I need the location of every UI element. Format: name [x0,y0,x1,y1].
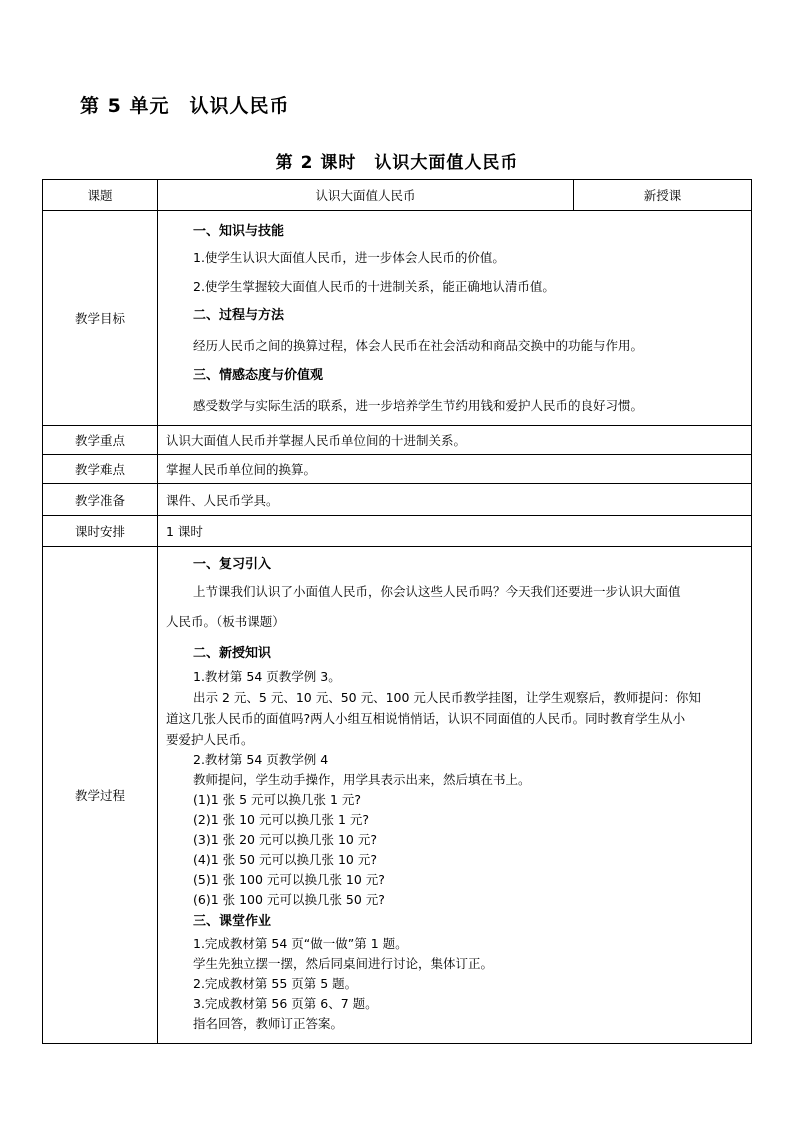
process-example-1-line-2: 道这几张人民币的面值吗?两人小组互相说悄悄话，认识不同面值的人民币。同时教育学生从小 [166,711,686,726]
process-example-1-line-3: 要爱护人民币。 [166,732,254,747]
process-homework-2: 2.完成教材第 55 页第 5 题。 [193,976,358,991]
topic-row [43,180,752,211]
process-row [43,547,752,1044]
process-heading-2: 二、新授知识 [193,646,272,661]
process-content [158,547,752,1044]
process-label: 教学过程 [43,547,158,1044]
process-homework-3-line-1: 指名回答，教师订正答案。 [193,1016,344,1031]
preparation-row [43,484,752,516]
objectives-item-2: 2.使学生掌握较大面值人民币的十进制关系，能正确地认清币值。 [193,279,555,294]
process-question-5: (5)1 张 100 元可以换几张 10 元? [193,872,385,887]
process-example-2-line-1: 教师提问，学生动手操作，用学具表示出来，然后填在书上。 [193,772,531,787]
difficulty-value: 掌握人民币单位间的换算。 [158,455,752,484]
process-heading-1: 一、复习引入 [193,557,272,572]
lesson-plan-table [42,179,752,1044]
process-homework-1-line-1: 学生先独立摆一摆，然后同桌间进行讨论，集体订正。 [193,956,494,971]
objectives-row [43,211,752,426]
preparation-value: 课件、人民币学具。 [158,484,752,516]
difficulty-label: 教学难点 [43,455,158,484]
key-point-value: 认识大面值人民币并掌握人民币单位间的十进制关系。 [158,426,752,455]
schedule-row [43,516,752,547]
lesson-title: 第 2 课时 认识大面值人民币 [275,153,519,173]
process-question-2: (2)1 张 10 元可以换几张 1 元? [193,812,370,827]
objectives-item-3: 经历人民币之间的换算过程，体会人民币在社会活动和商品交换中的功能与作用。 [193,338,644,353]
process-intro-line-2: 人民币。（板书课题） [166,614,285,629]
topic-label: 课题 [43,180,158,211]
process-example-1-line-1: 出示 2 元、5 元、10 元、50 元、100 元人民币教学挂图，让学生观察后，教师提问：你知 [193,690,701,705]
preparation-label: 教学准备 [43,484,158,516]
objectives-heading-1: 一、知识与技能 [193,224,285,239]
objectives-content [158,211,752,426]
process-question-4: (4)1 张 50 元可以换几张 10 元? [193,852,377,867]
process-question-1: (1)1 张 5 元可以换几张 1 元? [193,792,362,807]
objectives-item-4: 感受数学与实际生活的联系，进一步培养学生节约用钱和爱护人民币的良好习惯。 [193,398,644,413]
schedule-label: 课时安排 [43,516,158,547]
key-point-row [43,426,752,455]
process-question-6: (6)1 张 100 元可以换几张 50 元? [193,892,385,907]
process-question-3: (3)1 张 20 元可以换几张 10 元? [193,832,377,847]
unit-title: 第 5 单元 认识人民币 [80,95,290,117]
objectives-item-1: 1.使学生认识大面值人民币，进一步体会人民币的价值。 [193,250,505,265]
difficulty-row [43,455,752,484]
schedule-value: 1 课时 [158,516,752,547]
key-point-label: 教学重点 [43,426,158,455]
objectives-heading-3: 三、情感态度与价值观 [193,368,324,383]
lesson-type: 新授课 [574,180,752,211]
process-homework-1: 1.完成教材第 54 页“做一做”第 1 题。 [193,936,408,951]
process-intro-line-1: 上节课我们认识了小面值人民币，你会认这些人民币吗？今天我们还要进一步认识大面值 [193,584,681,599]
objectives-heading-2: 二、过程与方法 [193,308,285,323]
objectives-label: 教学目标 [43,211,158,426]
topic-value: 认识大面值人民币 [158,180,574,211]
process-homework-3: 3.完成教材第 56 页第 6、7 题。 [193,996,378,1011]
process-example-2: 2.教材第 54 页教学例 4 [193,752,329,767]
process-heading-3: 三、课堂作业 [193,914,272,929]
process-example-1: 1.教材第 54 页教学例 3。 [193,669,341,684]
